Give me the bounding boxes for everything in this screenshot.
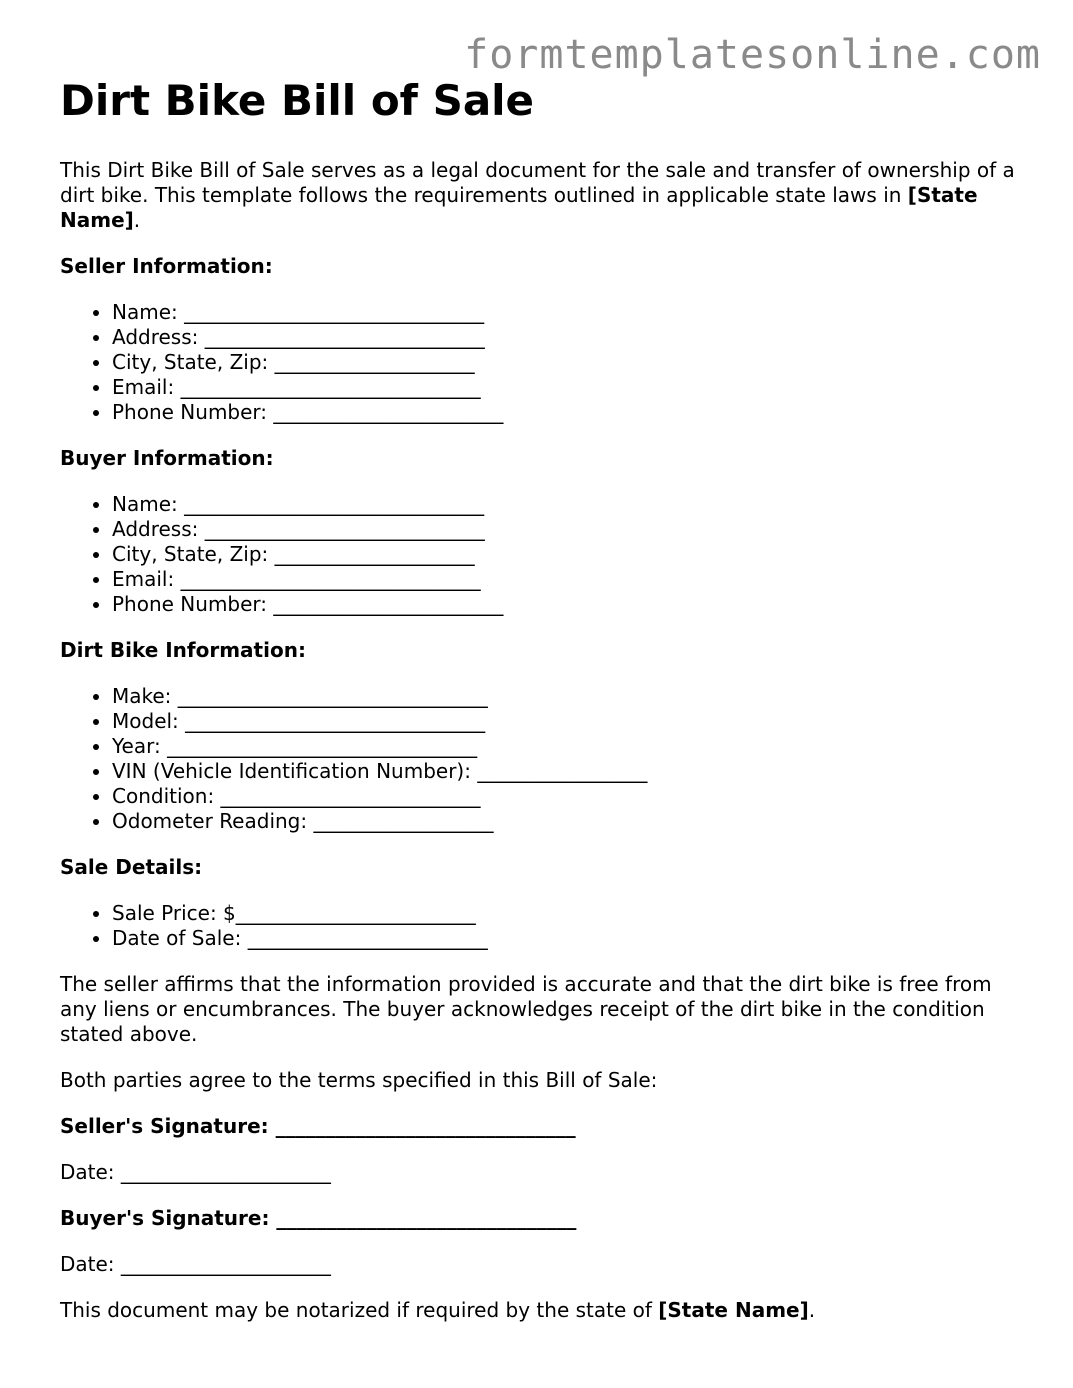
seller-date-line: Date: _____________________ bbox=[60, 1160, 331, 1184]
notary-text: This document may be notarized if required by the state of bbox=[60, 1298, 659, 1322]
page-title: Dirt Bike Bill of Sale bbox=[60, 76, 535, 125]
seller-city-state-zip-field: • City, State, Zip: ____________________ bbox=[112, 350, 1020, 375]
buyer-city-state-zip-field: • City, State, Zip: ____________________ bbox=[112, 542, 1020, 567]
buyer-email-field: • Email: ______________________________ bbox=[112, 567, 1020, 592]
bike-model-field: • Model: ______________________________ bbox=[112, 709, 1020, 734]
sale-price-field: • Sale Price: $________________________ bbox=[112, 901, 1020, 926]
notary-end: . bbox=[808, 1298, 816, 1322]
buyer-date-line: Date: _____________________ bbox=[60, 1252, 331, 1276]
buyer-heading: Buyer Information: bbox=[60, 446, 274, 470]
seller-name-field: • Name: ______________________________ bbox=[112, 300, 1020, 325]
sale-heading: Sale Details: bbox=[60, 855, 203, 879]
buyer-address-field: • Address: ____________________________ bbox=[112, 517, 1020, 542]
watermark: formtemplatesonline.com bbox=[464, 32, 1041, 78]
buyer-field-list bbox=[60, 492, 1020, 617]
buyer-signature-line: Buyer's Signature: ______________________________ bbox=[60, 1206, 577, 1230]
buyer-name-field: • Name: ______________________________ bbox=[112, 492, 1020, 517]
bike-make-field: • Make: _______________________________ bbox=[112, 684, 1020, 709]
sale-field-list bbox=[60, 901, 1020, 951]
seller-email-field: • Email: ______________________________ bbox=[112, 375, 1020, 400]
seller-signature-line: Seller's Signature: ______________________________ bbox=[60, 1114, 576, 1138]
seller-address-field: • Address: ____________________________ bbox=[112, 325, 1020, 350]
intro-paragraph bbox=[60, 158, 1020, 233]
bike-year-field: • Year: _______________________________ bbox=[112, 734, 1020, 759]
document-page bbox=[60, 74, 1020, 1323]
seller-field-list bbox=[60, 300, 1020, 425]
bike-condition-field: • Condition: __________________________ bbox=[112, 784, 1020, 809]
seller-phone-field: • Phone Number: _______________________ bbox=[112, 400, 1020, 425]
affirmation-paragraph: The seller affirms that the information provided is accurate and that the dirt bike is free from any liens or encumbrances. The buyer acknowledges receipt of the dirt bike in the condition stated above. bbox=[60, 972, 992, 1046]
state-name-placeholder: [State Name] bbox=[60, 183, 978, 232]
sale-date-field: • Date of Sale: ________________________ bbox=[112, 926, 1020, 951]
notary-paragraph bbox=[60, 1298, 1020, 1323]
bike-vin-field: • VIN (Vehicle Identification Number): _________________ bbox=[112, 759, 1020, 784]
bike-heading: Dirt Bike Information: bbox=[60, 638, 306, 662]
intro-text: This Dirt Bike Bill of Sale serves as a legal document for the sale and transfer of ownership of a dirt bike. This template follows the requirements outlined in applicable state laws in bbox=[60, 158, 1015, 207]
seller-heading: Seller Information: bbox=[60, 254, 273, 278]
notary-state-placeholder: [State Name] bbox=[658, 1298, 809, 1322]
intro-end: . bbox=[133, 208, 141, 232]
buyer-phone-field: • Phone Number: _______________________ bbox=[112, 592, 1020, 617]
agreement-paragraph: Both parties agree to the terms specified in this Bill of Sale: bbox=[60, 1068, 658, 1092]
bike-field-list bbox=[60, 684, 1020, 834]
bike-odometer-field: • Odometer Reading: __________________ bbox=[112, 809, 1020, 834]
